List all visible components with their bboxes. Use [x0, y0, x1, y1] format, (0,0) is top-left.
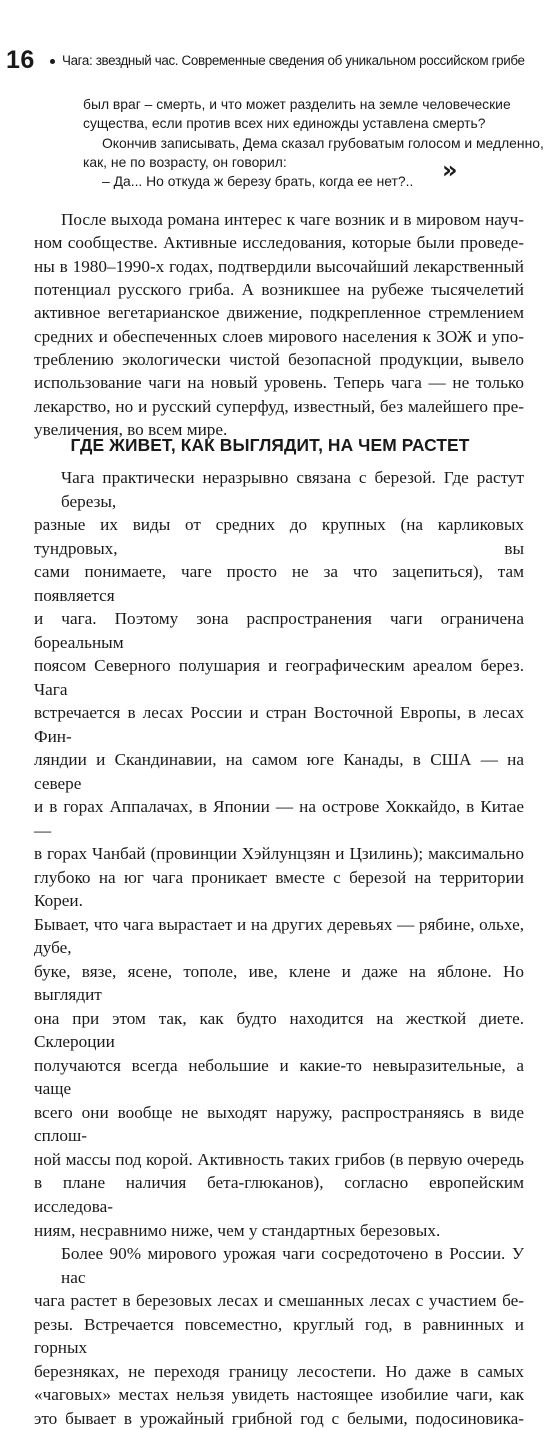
text-line: увеличения, во всем мире. [34, 420, 228, 440]
text-line: чага растет в березовых лесах и смешанных лесах с участием бе- [34, 1291, 524, 1311]
text-line: треблению экологически чистой безопасной продукции, вывело [34, 350, 524, 370]
excerpt-line: – Да... Но откуда ж березу брать, когда ее нет?.. [102, 173, 414, 190]
running-header [6, 46, 536, 76]
text-line: глубоко на юг чага проникает вместе с березой на территории Кореи. [34, 867, 524, 911]
text-line: всего они вообще не выходят наружу, распространяясь в виде сплош- [34, 1102, 524, 1146]
text-line: получаются всегда небольшие и какие-то невыразительные, а чаще [34, 1055, 524, 1099]
text-line: ляндии и Скандинавии, на самом юге Канады, в США — на севере [34, 750, 524, 793]
text-line: активное вегетарианское движение, подкрепленное стремлением [34, 303, 524, 323]
text-line: в горах Чанбай (провинции Хэйлунцзян и Цзилинь); максимально [34, 844, 524, 864]
text-line: березняках, не переходя границу лесостепи. Но даже в самых [34, 1361, 524, 1381]
text-line: это бывает в урожайный грибной год с белыми, подосиновика- [34, 1408, 524, 1428]
excerpt-line: был враг – смерть, и что может разделить на земле человеческие [83, 96, 511, 112]
text-line: Чага практически неразрывно связана с березой. Где растут березы, [61, 468, 524, 511]
text-line: буке, вязе, ясене, тополе, иве, клене и даже на яблоне. Но выглядит [34, 961, 524, 1005]
page-number: 16 [6, 46, 35, 74]
text-line: сами понимаете, чаге просто не за что зацепиться), там появляется [34, 562, 524, 605]
excerpt-line: существа, если против всех них единожды уставлена смерть? [83, 115, 486, 132]
text-line: Бывает, что чага вырастает и на других деревьях — рябине, ольхе, дубе, [34, 914, 524, 958]
text-line: потенциал русского гриба. А возникшее на рубеже тысячелетий [34, 280, 524, 300]
text-line: ниям, несравнимо ниже, чем у стандартных березовых. [34, 1220, 441, 1240]
closing-quote-icon: » [442, 156, 458, 184]
text-line: и в горах Аппалачах, в Японии — на острове Хоккайдо, в Китае — [34, 797, 524, 840]
text-line: Более 90% мирового урожая чаги сосредоточено в России. У нас [61, 1244, 524, 1287]
section-body [34, 466, 524, 1430]
text-line: поясом Северного полушария и географическим ареалом берез. Чага [34, 656, 524, 699]
text-line: она при этом так, как будто находится на жесткой диете. Склероции [34, 1008, 524, 1052]
text-line: После выхода романа интерес к чаге возник и в мировом науч- [61, 210, 524, 229]
text-line: средних и обеспеченных слоев мирового населения к ЗОЖ и упо- [34, 326, 524, 346]
text-line: «чаговых» местах нельзя увидеть настоящее изобилие чаги, как [34, 1385, 524, 1405]
bullet-icon [50, 59, 55, 64]
running-header-title: Чага: звездный час. Современные сведения об уникальном российском грибе [62, 53, 525, 68]
text-line: разные их виды от средних до крупных (на карликовых тундровых, вы [34, 515, 524, 558]
text-line: резы. Встречается повсеместно, круглый год, в равнинных и горных [34, 1314, 524, 1358]
section-heading: ГДЕ ЖИВЕТ, КАК ВЫГЛЯДИТ, НА ЧЕМ РАСТЕТ [70, 435, 470, 455]
excerpt-line: как, не по возрасту, он говорил: [83, 153, 287, 170]
text-line: встречается в лесах России и стран Восточной Европы, в лесах Фин- [34, 703, 524, 746]
text-line: лекарство, но и русский суперфуд, известный, без малейшего пре- [34, 396, 524, 416]
text-line: в плане наличия бета-глюканов), согласно европейским исследова- [34, 1173, 524, 1216]
paragraph-intro [34, 208, 524, 441]
text-line: и чага. Поэтому зона распространения чаги ограничена бореальным [34, 609, 524, 652]
text-line: ном сообществе. Активные исследования, которые были проведе- [34, 233, 524, 253]
excerpt-line: Окончив записывать, Дема сказал грубоватым голосом и медленно, [102, 134, 544, 151]
text-line: ны в 1980–1990-х годах, подтвердили высочайший лекарственный [34, 256, 524, 276]
text-line: использование чаги на новый уровень. Теперь чага — не только [34, 373, 524, 393]
text-line: ной массы под корой. Активность таких грибов (в первую очередь [34, 1149, 524, 1169]
